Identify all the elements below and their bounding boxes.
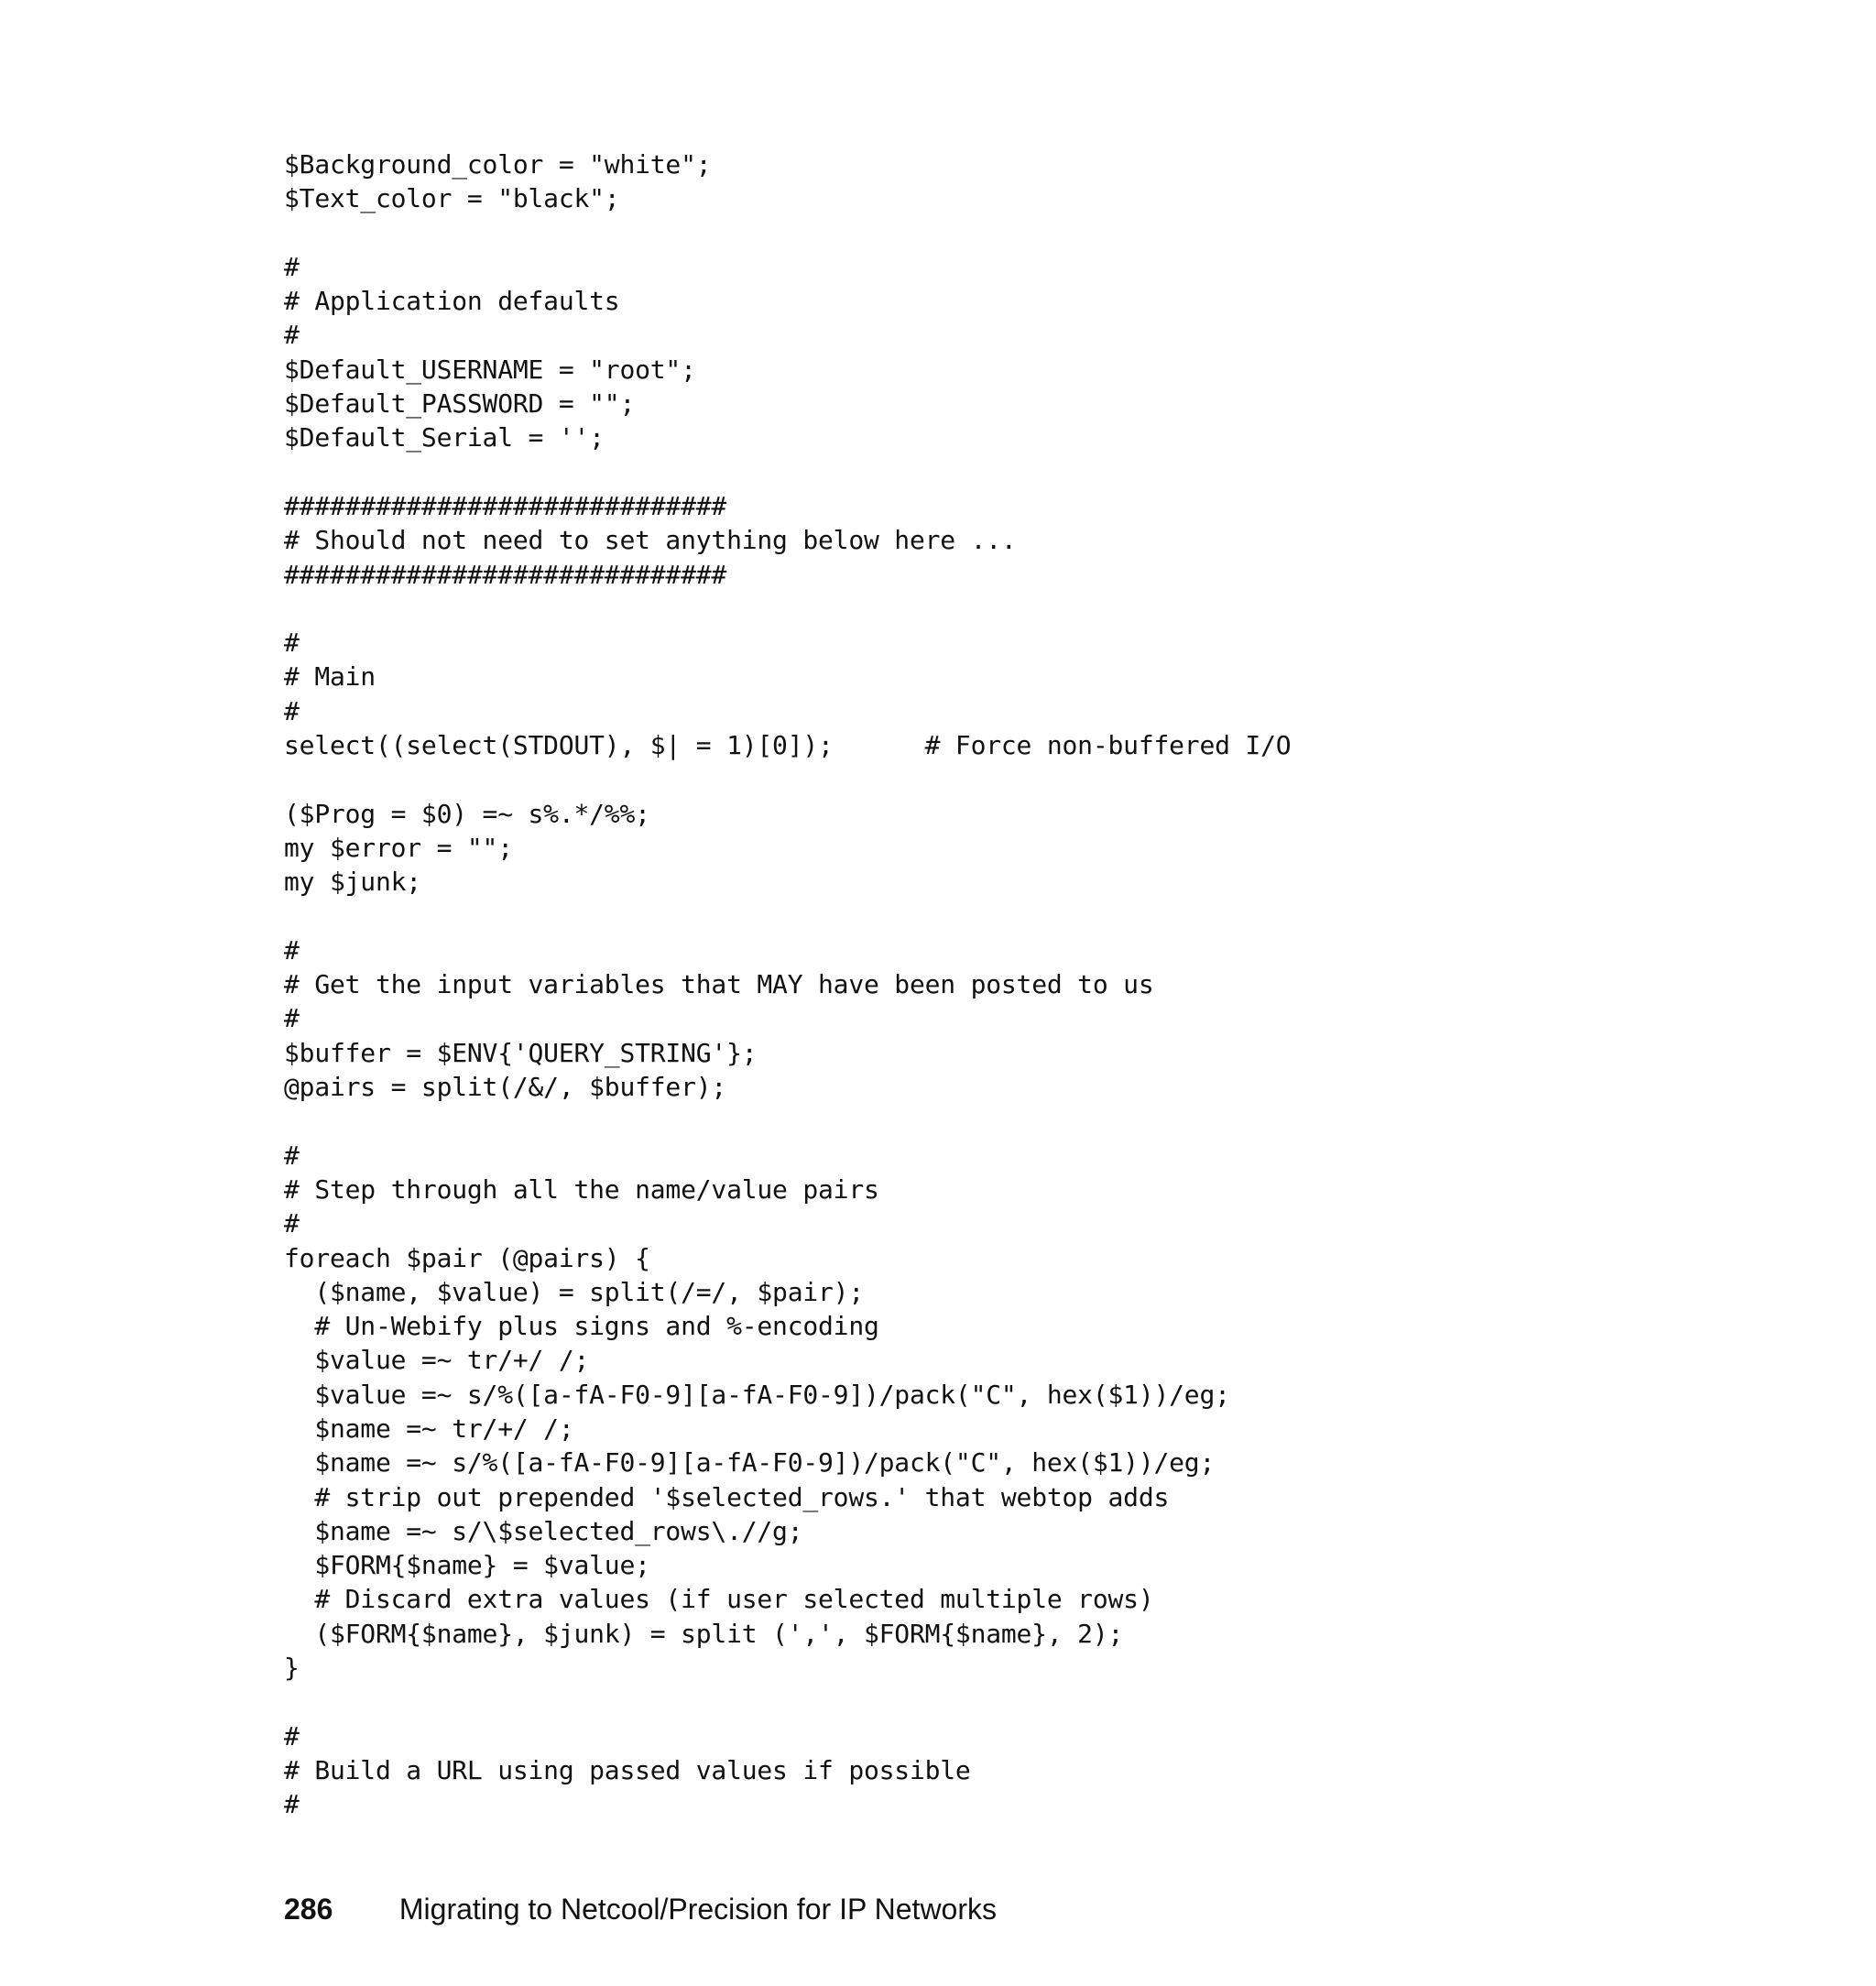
code-line: } — [284, 1653, 300, 1684]
code-line: # Get the input variables that MAY have been posted to us — [284, 969, 1154, 1000]
code-line — [284, 216, 1291, 250]
code-line — [284, 592, 1291, 626]
code-line: $Default_PASSWORD = ""; — [284, 388, 636, 420]
code-line: $Background_color = "white"; — [284, 149, 712, 180]
code-line: # Discard extra values (if user selected multiple rows) — [284, 1584, 1154, 1615]
code-line: # — [284, 627, 300, 659]
code-line: @pairs = split(/&/, $buffer); — [284, 1072, 727, 1103]
code-line: $value =~ tr/+/ /; — [284, 1345, 590, 1376]
page-footer — [284, 1893, 997, 1926]
code-line: ############################# — [284, 490, 727, 521]
code-line: # — [284, 695, 300, 726]
code-line: # — [284, 320, 300, 351]
code-line: # — [284, 1720, 300, 1751]
code-line: $buffer = $ENV{'QUERY_STRING'}; — [284, 1037, 758, 1068]
code-line: # Main — [284, 661, 376, 693]
code-line — [284, 455, 1291, 489]
code-line: $FORM{$name} = $value; — [284, 1550, 650, 1581]
page-number: 286 — [284, 1893, 333, 1926]
code-line: $Default_USERNAME = "root"; — [284, 354, 696, 385]
code-line: ($Prog = $0) =~ s%.*/%%; — [284, 798, 650, 829]
code-line: my $junk; — [284, 867, 421, 898]
code-line: $Text_color = "black"; — [284, 183, 620, 214]
code-line: $Default_Serial = ''; — [284, 422, 605, 453]
code-line: # — [284, 934, 300, 966]
code-line: # — [284, 1140, 300, 1171]
code-line: my $error = ""; — [284, 832, 513, 863]
code-line: # — [284, 251, 300, 282]
code-listing — [284, 147, 1291, 1822]
code-line: # Application defaults — [284, 286, 620, 317]
code-line: $name =~ s/%([a-fA-F0-9][a-fA-F0-9])/pack("C", hex($1))/eg; — [284, 1447, 1216, 1479]
code-line: # — [284, 1208, 300, 1239]
code-line: select((select(STDOUT), $| = 1)[0]); # Force non-buffered I/O — [284, 730, 1292, 761]
code-line: $name =~ tr/+/ /; — [284, 1413, 574, 1444]
code-line: # Should not need to set anything below here ... — [284, 525, 1017, 556]
code-line: # — [284, 1789, 300, 1820]
code-line — [284, 1685, 1291, 1719]
code-line: $name =~ s/\$selected_rows\.//g; — [284, 1515, 803, 1546]
code-line: ############################# — [284, 559, 727, 590]
code-line: $value =~ s/%([a-fA-F0-9][a-fA-F0-9])/pack("C", hex($1))/eg; — [284, 1379, 1230, 1410]
code-line: ($FORM{$name}, $junk) = split (',', $FORM{$name}, 2); — [284, 1618, 1124, 1649]
code-line: ($name, $value) = split(/=/, $pair); — [284, 1276, 864, 1307]
code-line — [284, 900, 1291, 933]
code-line — [284, 762, 1291, 796]
code-line — [284, 1104, 1291, 1138]
book-title: Migrating to Netcool/Precision for IP Networks — [398, 1893, 997, 1926]
code-line: # Step through all the name/value pairs — [284, 1173, 879, 1205]
code-line: # Build a URL using passed values if possible — [284, 1754, 971, 1785]
code-line: # — [284, 1003, 300, 1034]
code-line: # strip out prepended '$selected_rows.' that webtop adds — [284, 1481, 1170, 1512]
code-line: # Un-Webify plus signs and %-encoding — [284, 1311, 879, 1342]
code-line: foreach $pair (@pairs) { — [284, 1242, 650, 1273]
